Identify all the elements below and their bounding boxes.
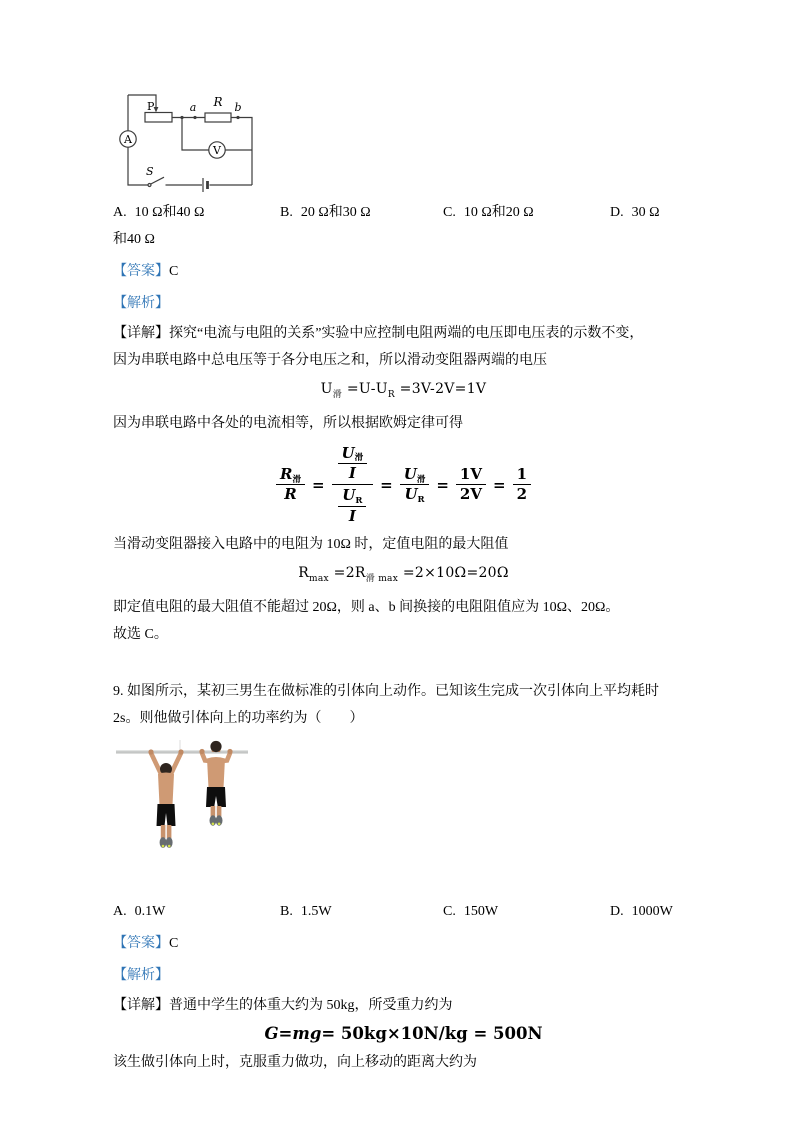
q8-option-b: B. 20 Ω和30 Ω xyxy=(280,205,371,220)
q8-detail-line6: 故选 C。 xyxy=(113,626,168,642)
frac-nested: U $_滑$ I U $_R$ I xyxy=(332,443,374,527)
ammeter-icon: A xyxy=(124,133,132,146)
q8-options-row xyxy=(113,199,694,226)
answer-label: 【答案】 xyxy=(113,935,169,951)
label-R: R xyxy=(213,95,223,109)
frac-1v-over-2v: $\frac{1V}{2V}$ xyxy=(456,465,486,505)
man-hanging-figure xyxy=(148,749,183,848)
gravity-formula: G = mg = 50kg×10N/kg = 500N xyxy=(264,1023,543,1043)
q8-detail-line2: 因为串联电路中总电压等于各分电压之和，所以滑动变阻器两端的电压 xyxy=(113,353,547,368)
q8-detail-line1: 【详解】探究“电流与电阻的关系”实验中应控制电阻两端的电压即电压表的示数不变， xyxy=(113,326,644,341)
q8-option-c: C. 10 Ω和20 Ω xyxy=(443,205,534,220)
q8-answer-line xyxy=(113,258,694,285)
analysis-label: 【解析】 xyxy=(113,967,169,983)
q9-analysis-line xyxy=(113,962,694,989)
q9-answer-value: C xyxy=(169,935,179,951)
q9-last-line: 该生做引体向上时，克服重力做功，向上移动的距离大约为 xyxy=(113,1054,477,1070)
label-a: a xyxy=(189,101,197,114)
q8-detail-line4: 当滑动变阻器接入电路中的电阻为 10Ω 时，定值电阻的最大阻值 xyxy=(113,536,509,552)
q8-option-a: A. 10 Ω和40 Ω xyxy=(113,205,205,220)
label-P: P xyxy=(147,100,155,113)
label-b: b xyxy=(234,101,242,114)
u-slide-formula: $U_滑 =U-U_R =3V-2V=1V$ xyxy=(320,381,487,400)
label-S: S xyxy=(146,165,154,178)
frac-U-slide-over-UR: U $_滑$ U $_R$ xyxy=(400,465,430,505)
ohm-ratio-formula: R $_滑$ R = U $_滑$ I U $_R$ I = U $_滑$ U $_R$ = $\frac{1V}{2V}$ = $\frac{1}{2}$ xyxy=(113,443,694,527)
q9-text-line1: 9. 如图所示，某初三男生在做标准的引体向上动作。已知该生完成一次引体向上平均耗时 xyxy=(113,683,659,699)
man-pulled-up-figure xyxy=(199,740,232,825)
analysis-label: 【解析】 xyxy=(113,296,169,311)
q9-options-row xyxy=(113,898,694,925)
question-9 xyxy=(113,678,694,1076)
q9-option-a: A. 0.1W xyxy=(113,903,166,919)
q9-option-d: D. 1000W xyxy=(610,903,673,919)
frac-R-slide-over-R: R $_滑$ R xyxy=(276,465,305,505)
q9-answer-line xyxy=(113,930,694,957)
frac-one-half: $\frac{1}{2}$ xyxy=(513,465,531,505)
q9-option-c: C. 150W xyxy=(443,903,499,919)
q8-answer-value: C xyxy=(169,264,179,279)
q8-analysis-line xyxy=(113,290,694,317)
q9-detail-line1: 【详解】普通中学生的体重大约为 50kg，所受重力约为 xyxy=(113,997,453,1013)
q8-detail-line3: 因为串联电路中各处的电流相等，所以根据欧姆定律可得 xyxy=(113,415,463,431)
pullup-photo xyxy=(113,740,251,862)
q9-option-b: B. 1.5W xyxy=(280,903,332,919)
q9-text-line2: 2s。则他做引体向上的功率约为（ ） xyxy=(113,710,364,726)
q8-detail-line5: 即定值电阻的最大阻值不能超过 20Ω，则 a、b 间换接的电阻阻值应为 10Ω、20Ω。 xyxy=(113,599,620,615)
q8-option-d-wrap: 和40 Ω xyxy=(113,232,155,247)
answer-label: 【答案】 xyxy=(113,264,169,279)
circuit-diagram xyxy=(113,85,263,197)
voltmeter-icon: V xyxy=(213,144,221,157)
rmax-formula: $R_{max} =2R_{滑 max} =2\times 10\Omega=20\Omega$ xyxy=(298,564,509,584)
q8-option-d: D. 30 Ω xyxy=(610,205,660,220)
